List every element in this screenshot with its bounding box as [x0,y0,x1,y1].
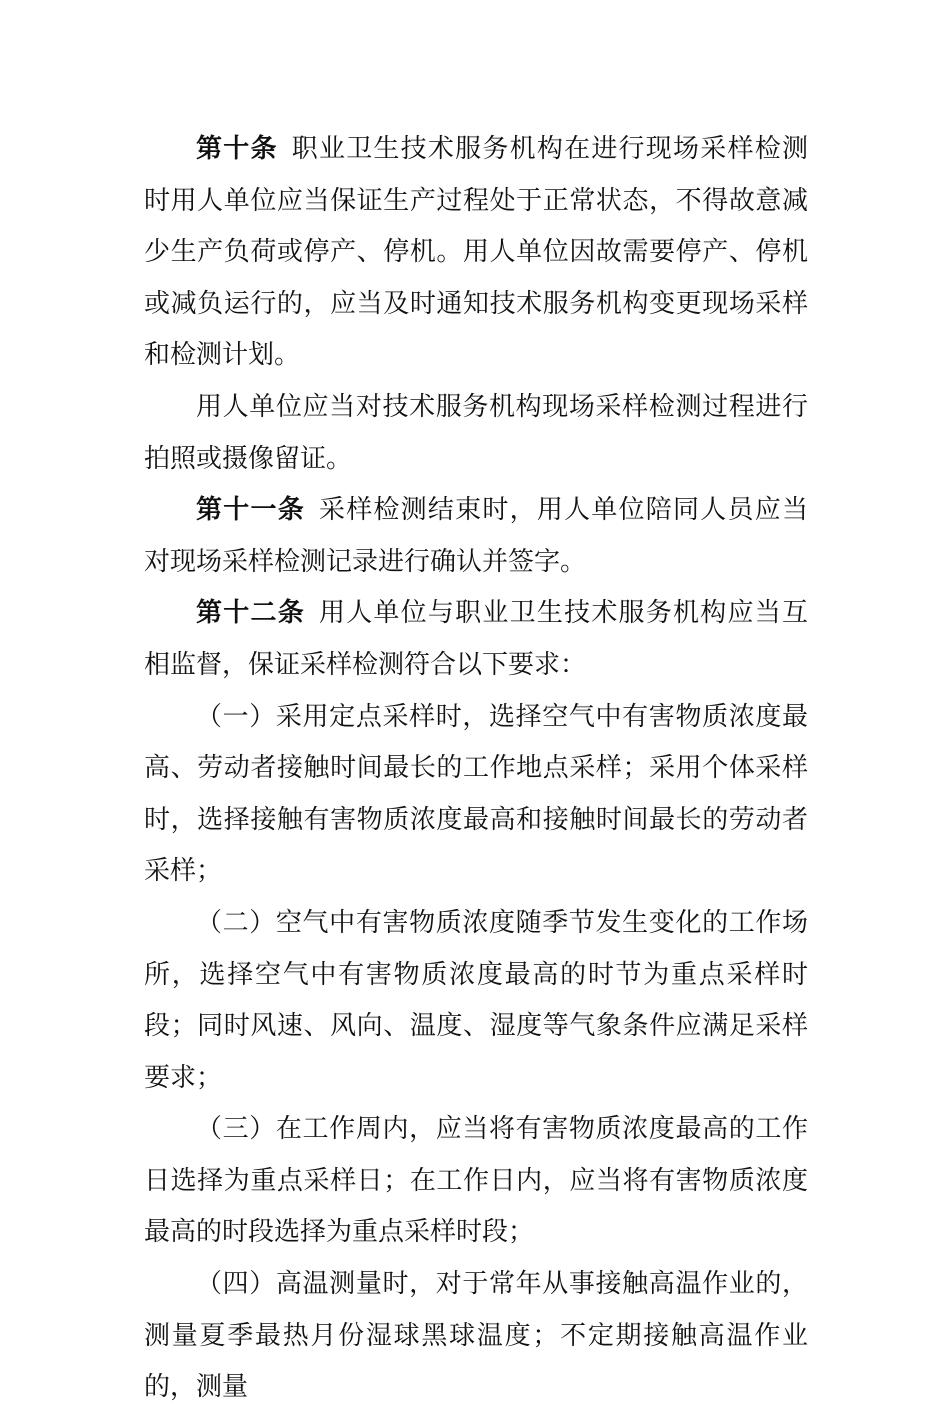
paragraph-article-10-photo [144,382,808,485]
article-heading: 第十一条 [196,495,305,526]
list-item-1 [144,692,808,898]
paragraph-text: （一）采用定点采样时，选择空气中有害物质浓度最高、劳动者接触时间最长的工作地点采样；采用个体采样时，选择接触有害物质浓度最高和接触时间最长的劳动者采样； [144,701,808,887]
list-item-3 [144,1104,808,1259]
paragraph-article-12 [144,588,808,691]
paragraph-text: 用人单位与职业卫生技术服务机构应当互相监督，保证采样检测符合以下要求： [144,598,808,680]
paragraph-text: （二）空气中有害物质浓度随季节发生变化的工作场所，选择空气中有害物质浓度最高的时节为重点采样时段；同时风速、风向、温度、湿度等气象条件应满足采样要求； [144,907,808,1093]
article-heading: 第十条 [196,134,278,164]
paragraph-text: 职业卫生技术服务机构在进行现场采样检测时用人单位应当保证生产过程处于正常状态，不得故意减少生产负荷或停产、停机。用人单位因故需要停产、停机或减负运行的，应当及时通知技术服务机构变更现场采样和检测计划。 [144,134,808,371]
paragraph-text: （四）高温测量时，对于常年从事接触高温作业的，测量夏季最热月份湿球黑球温度；不定期接触高温作业的，测量 [144,1269,808,1403]
paragraph-article-10 [144,124,808,382]
article-heading: 第十二条 [196,598,305,629]
paragraph-text: （三）在工作周内，应当将有害物质浓度最高的工作日选择为重点采样日；在工作日内，应当将有害物质浓度最高的时段选择为重点采样时段； [144,1114,808,1248]
paragraph-article-11 [144,485,808,588]
paragraph-text: 采样检测结束时，用人单位陪同人员应当对现场采样检测记录进行确认并签字。 [144,495,808,577]
list-item-4 [144,1259,808,1414]
paragraph-text: 用人单位应当对技术服务机构现场采样检测过程进行拍照或摄像留证。 [144,391,808,474]
document-page [144,124,808,1414]
list-item-2 [144,898,808,1104]
